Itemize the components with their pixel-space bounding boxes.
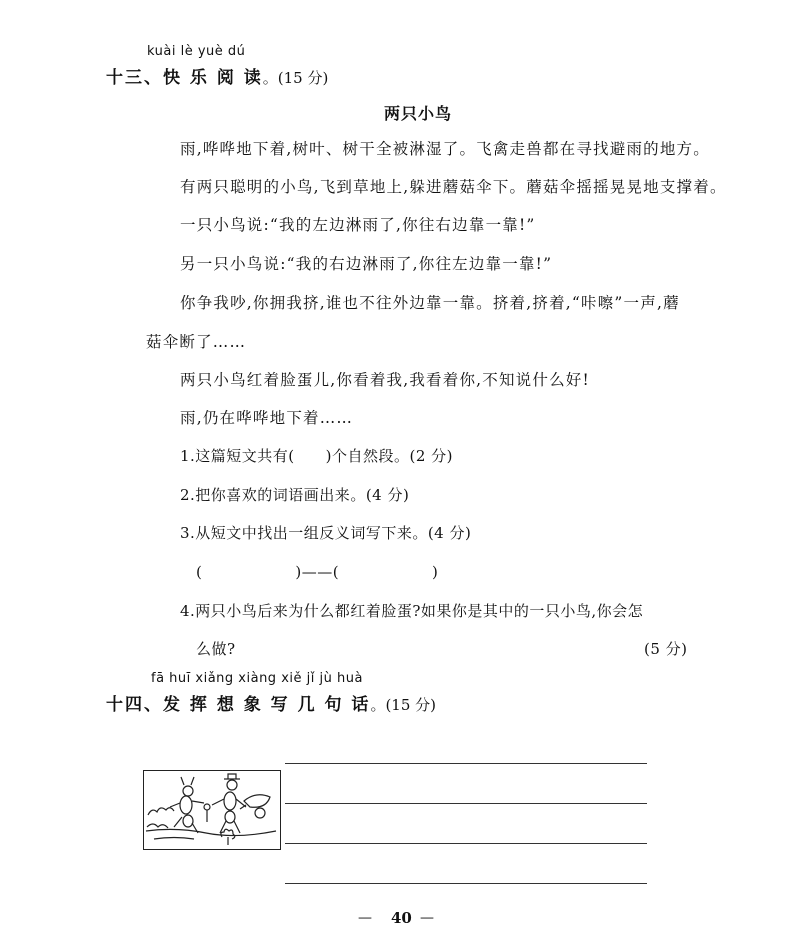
writing-line-2[interactable]	[285, 803, 647, 804]
question-3-answer-blank[interactable]: ( )——( )	[196, 563, 439, 581]
story-paragraph-7: 雨,仍在哗哗地下着……	[180, 409, 354, 427]
story-paragraph-6: 两只小鸟红着脸蛋儿,你看着我,我看着你,不知说什么好!	[180, 371, 590, 389]
section13-heading	[106, 63, 328, 88]
story-paragraph-3: 一只小鸟说:“我的左边淋雨了,你往右边靠一靠!”	[180, 216, 536, 234]
writing-line-4[interactable]	[285, 883, 647, 884]
story-paragraph-5: 你争我吵,你拥我挤,谁也不往外边靠一靠。挤着,挤着,“咔嚓”一声,蘑	[180, 294, 680, 312]
page-number-dash-left: —	[358, 910, 372, 926]
page-number: 40	[391, 909, 412, 927]
question-4-score: (5 分)	[644, 640, 688, 658]
question-2: 2.把你喜欢的词语画出来。(4 分)	[180, 486, 410, 504]
story-title: 两只小鸟	[384, 104, 453, 123]
story-paragraph-2: 有两只聪明的小鸟,飞到草地上,躲进蘑菇伞下。蘑菇伞摇摇晃晃地支撑着。	[180, 178, 727, 196]
section13-label: 十三、快 乐 阅 读	[106, 68, 263, 88]
story-paragraph-1: 雨,哗哗地下着,树叶、树干全被淋湿了。飞禽走兽都在寻找避雨的地方。	[180, 140, 710, 158]
section13-pinyin: kuài lè yuè dú	[147, 44, 246, 59]
writing-line-1[interactable]	[285, 763, 647, 764]
page-number-dash-right: —	[420, 910, 434, 926]
question-4-line2: 么做?	[196, 640, 236, 658]
writing-line-3[interactable]	[285, 843, 647, 844]
story-paragraph-5-cont: 菇伞断了……	[146, 333, 247, 351]
question-4-line1: 4.两只小鸟后来为什么都红着脸蛋?如果你是其中的一只小鸟,你会怎	[180, 602, 644, 620]
story-paragraph-4: 另一只小鸟说:“我的右边淋雨了,你往左边靠一靠!”	[180, 255, 553, 273]
question-3: 3.从短文中找出一组反义词写下来。(4 分)	[180, 524, 472, 542]
ants-illustration	[143, 770, 281, 850]
section14-score: 。(15 分)	[370, 696, 436, 714]
section14-pinyin: fā huī xiǎng xiàng xiě jǐ jù huà	[151, 671, 363, 686]
section14-label: 十四、发 挥 想 象 写 几 句 话	[106, 695, 371, 715]
question-1: 1.这篇短文共有( )个自然段。(2 分)	[180, 447, 454, 465]
ants-drawing	[144, 771, 280, 849]
section13-score: 。(15 分)	[262, 69, 329, 87]
section14-heading	[106, 690, 436, 715]
